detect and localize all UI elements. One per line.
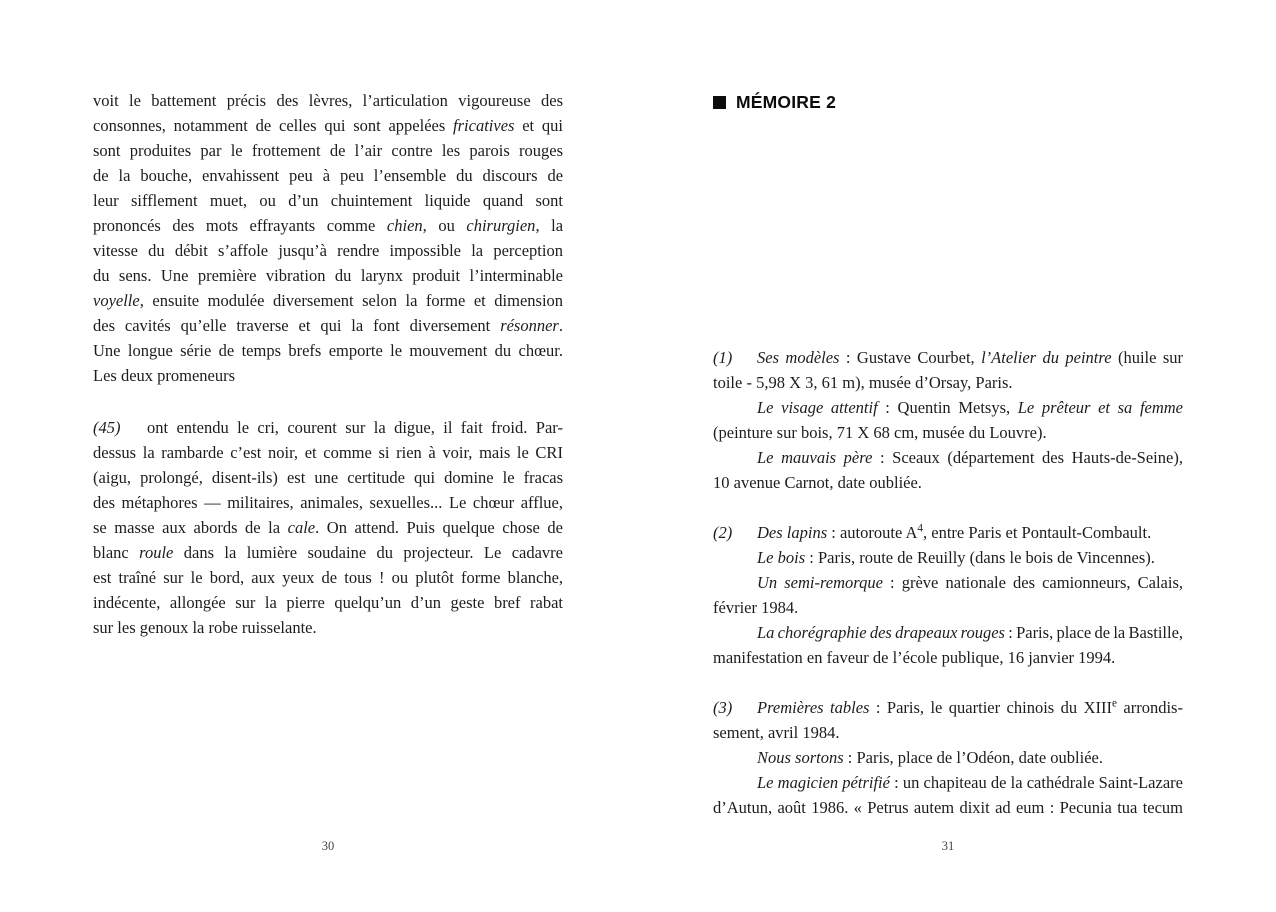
text-line: des métaphores — militaires, animales, sexuelles... Le chœur afflue, (93, 493, 563, 512)
page-right (713, 88, 1183, 820)
text-line: de la bouche, envahissent peu à peu l’ensemble du discours de (93, 166, 564, 185)
paragraph-label: (2) (713, 523, 733, 542)
text-line: (peinture sur bois, 71 X 68 cm, musée du Louvre). (713, 423, 1047, 442)
right-page-text (713, 345, 1183, 820)
text-line: indécente, allongée sur la pierre quelqu’un d’un geste bref rabat (93, 593, 563, 612)
memoire-entry (713, 520, 1183, 670)
text-line: février 1984. (713, 598, 799, 617)
body-paragraph (93, 415, 563, 640)
text-line: Un semi-remorque : grève nationale des camionneurs, Calais, (757, 573, 1183, 592)
text-line: (2) Des lapins : autoroute $A^4$, entre Paris et Pontault-Combault. (713, 520, 1183, 545)
text-line: Les deux promeneurs (93, 366, 236, 385)
text-line: toile - 5,98 X 3, 61 m), musée d’Orsay, Paris. (713, 373, 1013, 392)
text-line: (aigu, prolongé, disent-ils) est une certitude qui domine le fracas (93, 468, 564, 487)
page-number-left: 30 (321, 839, 335, 853)
text-line: se masse aux abords de la cale. On attend. Puis quelque chose de (93, 518, 563, 537)
text-line: sement, avril 1984. (713, 723, 840, 742)
text-line: blanc roule dans la lumière soudaine du projecteur. Le cadavre (93, 543, 564, 562)
text-line: Une longue série de temps brefs emporte le mouvement du chœur. (93, 341, 563, 360)
text-line: Le mauvais père : Sceaux (département des Hauts-de-Seine), (757, 448, 1183, 467)
text-line: (45) ont entendu le cri, courent sur la digue, il fait froid. Par- (93, 415, 563, 440)
section-title: MÉMOIRE 2 (736, 92, 837, 112)
memoire-entry (713, 695, 1183, 820)
text-line: consonnes, notamment de celles qui sont appelées fricatives et qui (93, 116, 563, 135)
text-line: sont produites par le frottement de l’air contre les parois rouges (93, 141, 563, 160)
text-line: d’Autun, août 1986. « Petrus autem dixit ad eum : Pecunia tua tecum (713, 798, 1184, 817)
text-line: La chorégraphie des drapeaux rouges : Paris, place de la Bastille, (757, 623, 1184, 642)
paragraph-label: (1) (713, 348, 733, 367)
text-line: 10 avenue Carnot, date oubliée. (713, 473, 922, 492)
text-line: voit le battement précis des lèvres, l’articulation vigoureuse des (93, 91, 563, 110)
text-line: voyelle, ensuite modulée diversement selon la forme et dimension (93, 291, 564, 310)
text-line: (1) Ses modèles : Gustave Courbet, l’Atelier du peintre (huile sur (713, 345, 1183, 370)
left-page-text (93, 88, 563, 640)
text-line: Le magicien pétrifié : un chapiteau de la cathédrale Saint-Lazare (757, 773, 1183, 792)
text-line: du sens. Une première vibration du larynx produit l’interminable (93, 266, 563, 285)
page-number-right: 31 (941, 839, 955, 853)
text-line: (3) Premières tables : Paris, le quartier chinois du XIIIe arrondis- (713, 695, 1183, 720)
text-line: Le bois : Paris, route de Reuilly (dans le bois de Vincennes). (757, 548, 1155, 567)
paragraph-label: (45) (93, 418, 121, 437)
text-line: leur sifflement muet, ou d’un chuintement liquide quand sont (93, 191, 564, 210)
text-line: Le visage attentif : Quentin Metsys, Le prêteur et sa femme (757, 398, 1184, 417)
page-left (93, 88, 563, 640)
section-header (713, 90, 1183, 115)
text-line: prononcés des mots effrayants comme chien, ou chirurgien, la (93, 216, 564, 235)
text-line: est traîné sur le bord, aux yeux de tous ! ou plutôt forme blanche, (93, 568, 564, 587)
text-line: manifestation en faveur de l’école publique, 16 janvier 1994. (713, 648, 1116, 667)
text-line: des cavités qu’elle traverse et qui la font diversement résonner. (93, 316, 563, 335)
text-line: dessus la rambarde c’est noir, et comme si rien à voir, mais le CRI (93, 443, 563, 462)
text-line: sur les genoux la robe ruisselante. (93, 618, 317, 637)
paragraph-label: (3) (713, 698, 733, 717)
text-line: Nous sortons : Paris, place de l’Odéon, date oubliée. (757, 748, 1103, 767)
body-paragraph (93, 88, 563, 388)
text-line: vitesse du débit s’affole jusqu’à rendre impossible la perception (93, 241, 563, 260)
memoire-entry (713, 345, 1183, 495)
section-marker-square-icon (713, 96, 726, 109)
